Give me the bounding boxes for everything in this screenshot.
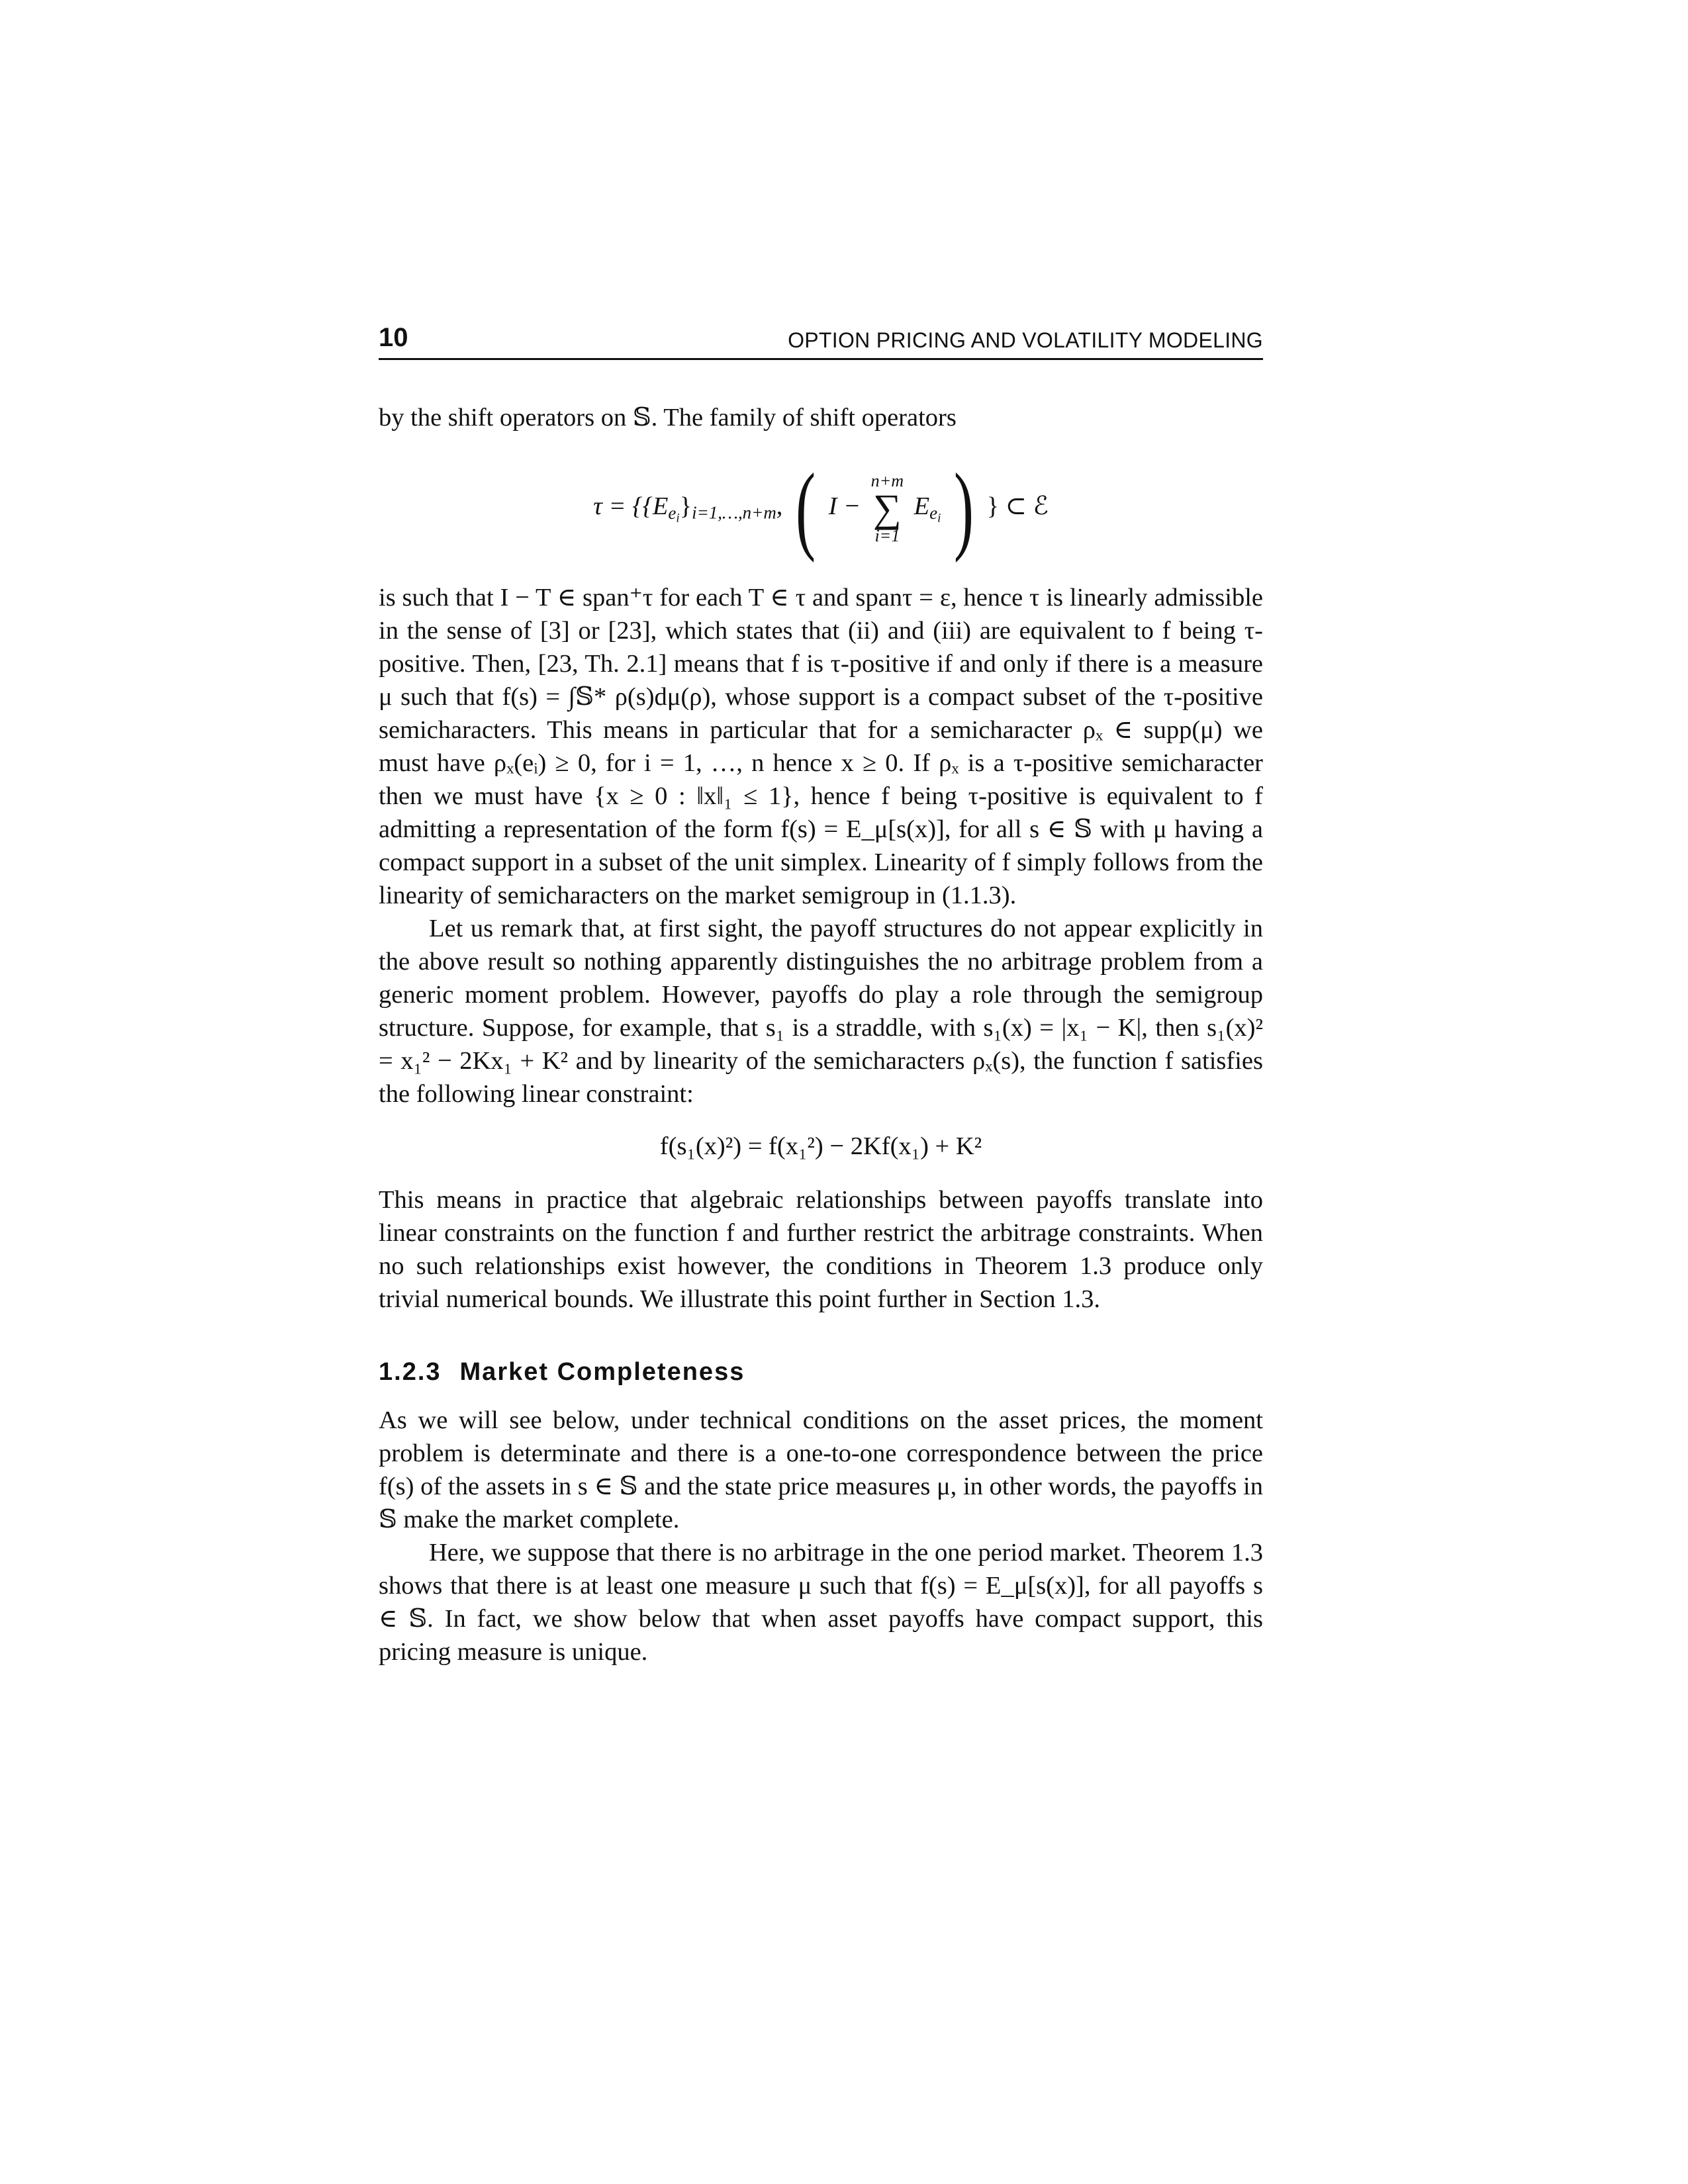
eq1-comma: ,: [776, 492, 783, 520]
paragraph-5: As we will see below, under technical conditions on the asset prices, the moment problem is determinate and there is a one-to-one correspondence between the price f(s) of the assets in s ∈ 𝕊 and the state price measures μ, in other words, the payoffs in 𝕊 make the market complete.: [379, 1406, 1263, 1533]
summation: [871, 473, 904, 545]
paragraph-3: Let us remark that, at first sight, the payoff structures do not appear explicitly in the above result so nothing apparently distinguishes the no arbitrage problem from a generic moment problem. However, payoffs do play a role through the semigroup structure. Suppose, for example, that s₁ is a straddle, with s₁(x) = |x₁ − K|, then s₁(x)² = x₁² − 2Kx₁ + K² and by linearity of the semicharacters ρₓ(s), the function f satisfies the following linear constraint:: [379, 915, 1263, 1108]
paragraph-6: Here, we suppose that there is no arbitrage in the one period market. Theorem 1.3 shows that there is at least one measure μ such that f(s) = E_μ[s(x)], for all payoffs s ∈ 𝕊. In fact, we show below that when asset payoffs have compact support, this pricing measure is unique.: [379, 1539, 1263, 1666]
paragraph-1: by the shift operators on 𝕊. The family of shift operators: [379, 404, 957, 432]
paragraph-2: is such that I − T ∈ span⁺τ for each T ∈ τ and spanτ = ε, hence τ is linearly admissible in the sense of [3] or [23], which states that (ii) and (iii) are equivalent to f being τ-positive. Then, [23, Th. 2.1] means that f is τ-positive if and only if there is a measure μ such that f(s) = ∫𝕊* ρ(s)dμ(ρ), whose support is a compact subset of the τ-positive semicharacters. This means in particular that for a semicharacter ρₓ ∈ supp(μ) we must have ρₓ(eᵢ) ≥ 0, for i = 1, …, n hence x ≥ 0. If ρₓ is a τ-positive semicharacter then we must have {x ≥ 0 : ‖x‖₁ ≤ 1}, hence f being τ-positive is equivalent to f admitting a representation of the form f(s) = E_μ[s(x)], for all s ∈ 𝕊 with μ having a compact support in a subset of the unit simplex. Linearity of f simply follows from the linearity of semicharacters on the market semigroup in (1.1.3).: [379, 584, 1263, 909]
eq1-range: i=1,…,n+m: [692, 502, 776, 523]
right-big-paren: ): [953, 453, 974, 563]
page-number: 10: [379, 323, 408, 352]
eq1-sub-i: i: [676, 511, 680, 525]
sum-symbol: ∑: [872, 486, 902, 530]
section-number: 1.2.3: [379, 1358, 442, 1386]
sum-upper-limit: n+m: [870, 471, 904, 490]
eq1-mid: }: [679, 492, 692, 520]
eq1-term: E: [914, 492, 930, 520]
equation-shift-operators: [379, 450, 1263, 567]
section-heading: [379, 1358, 1263, 1387]
eq1-i-minus: I −: [828, 492, 861, 520]
book-title: OPTION PRICING AND VOLATILITY MODELING: [788, 328, 1263, 352]
equation-linear-constraint: f(s₁(x)²) = f(x₁²) − 2Kf(x₁) + K²: [659, 1132, 982, 1160]
page: [379, 323, 1263, 1668]
left-big-paren: (: [796, 453, 816, 563]
section-title: Market Completeness: [459, 1358, 745, 1386]
eq1-term-sub-i: i: [937, 511, 941, 525]
eq1-sub-e: e: [668, 502, 677, 523]
eq1-term-sub-e: e: [929, 502, 938, 523]
sum-lower-limit: i=1: [874, 525, 900, 545]
eq1-lhs: τ = {{E: [593, 492, 669, 520]
eq1-rhs: } ⊂ ℰ: [986, 492, 1049, 520]
running-head: [379, 323, 1263, 360]
paragraph-4: This means in practice that algebraic relationships between payoffs translate into linear constraints on the function f and further restrict the arbitrage constraints. When no such relationships exist however, the conditions in Theorem 1.3 produce only trivial numerical bounds. We illustrate this point further in Section 1.3.: [379, 1186, 1263, 1313]
